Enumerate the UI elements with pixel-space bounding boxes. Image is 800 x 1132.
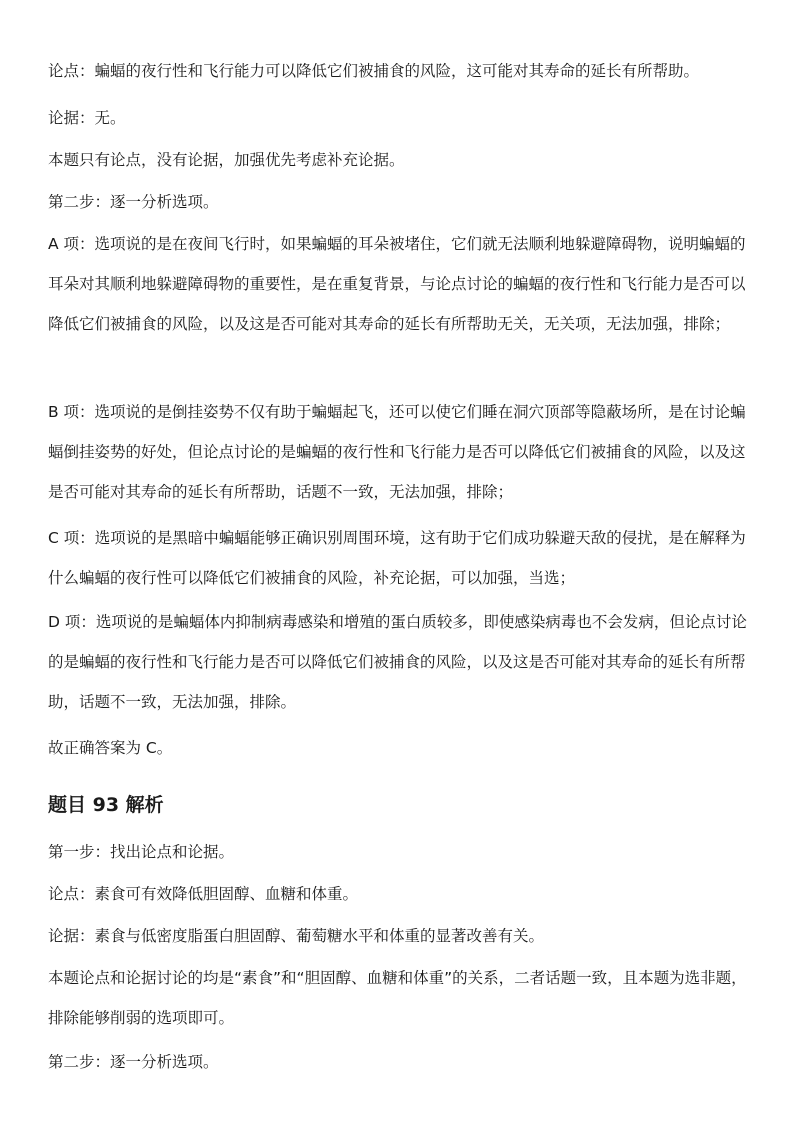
paragraph-option-b: B 项：选项说的是倒挂姿势不仅有助于蝙蝠起飞，还可以使它们睡在洞穴顶部等隐蔽场所，是在讨论蝙蝠倒挂姿势的好处，但论点讨论的是蝙蝠的夜行性和飞行能力是否可以降低它们被捕食的风险，以及这是否可能对其寿命的延长有所帮助，话题不一致，无法加强，排除；: [48, 403, 746, 501]
paragraph-argument: 论点：蝙蝠的夜行性和飞行能力可以降低它们被捕食的风险，这可能对其寿命的延长有所帮助。: [48, 62, 700, 80]
paragraph-step-two: 第二步：逐一分析选项。: [48, 193, 219, 211]
paragraph-evidence-93: 论据：素食与低密度脂蛋白胆固醇、葡萄糖水平和体重的显著改善有关。: [48, 927, 545, 945]
paragraph-evidence: 论据：无。: [48, 109, 126, 127]
paragraph-step-two-93: 第二步：逐一分析选项。: [48, 1053, 219, 1071]
paragraph-option-d: D 项：选项说的是蝙蝠体内抑制病毒感染和增殖的蛋白质较多，即使感染病毒也不会发病，但论点讨论的是蝙蝠的夜行性和飞行能力是否可以降低它们被捕食的风险，以及这是否可能对其寿命的延长有所帮助，话题不一致，无法加强，排除。: [48, 613, 747, 711]
paragraph-option-c: C 项：选项说的是黑暗中蝙蝠能够正确识别周围环境，这有助于它们成功躲避天敌的侵扰，是在解释为什么蝙蝠的夜行性可以降低它们被捕食的风险，补充论据，可以加强，当选；: [48, 529, 746, 587]
paragraph-argument-93: 论点：素食可有效降低胆固醇、血糖和体重。: [48, 885, 359, 903]
section-title: 题目 93 解析: [48, 794, 164, 816]
paragraph-answer: 故正确答案为 C。: [48, 739, 173, 757]
paragraph-note: 本题只有论点，没有论据，加强优先考虑补充论据。: [48, 151, 405, 169]
paragraph-option-a: A 项：选项说的是在夜间飞行时，如果蝙蝠的耳朵被堵住，它们就无法顺利地躲避障碍物，说明蝙蝠的耳朵对其顺利地躲避障碍物的重要性，是在重复背景，与论点讨论的蝙蝠的夜行性和飞行能力是否可以降低它们被捕食的风险，以及这是否可能对其寿命的延长有所帮助无关，无关项，无法加强，排除；: [48, 235, 746, 333]
paragraph-step-one: 第一步：找出论点和论据。: [48, 843, 235, 861]
paragraph-analysis-93: 本题论点和论据讨论的均是“素食”和“胆固醇、血糖和体重”的关系，二者话题一致，且本题为选非题，排除能够削弱的选项即可。: [48, 969, 747, 1027]
